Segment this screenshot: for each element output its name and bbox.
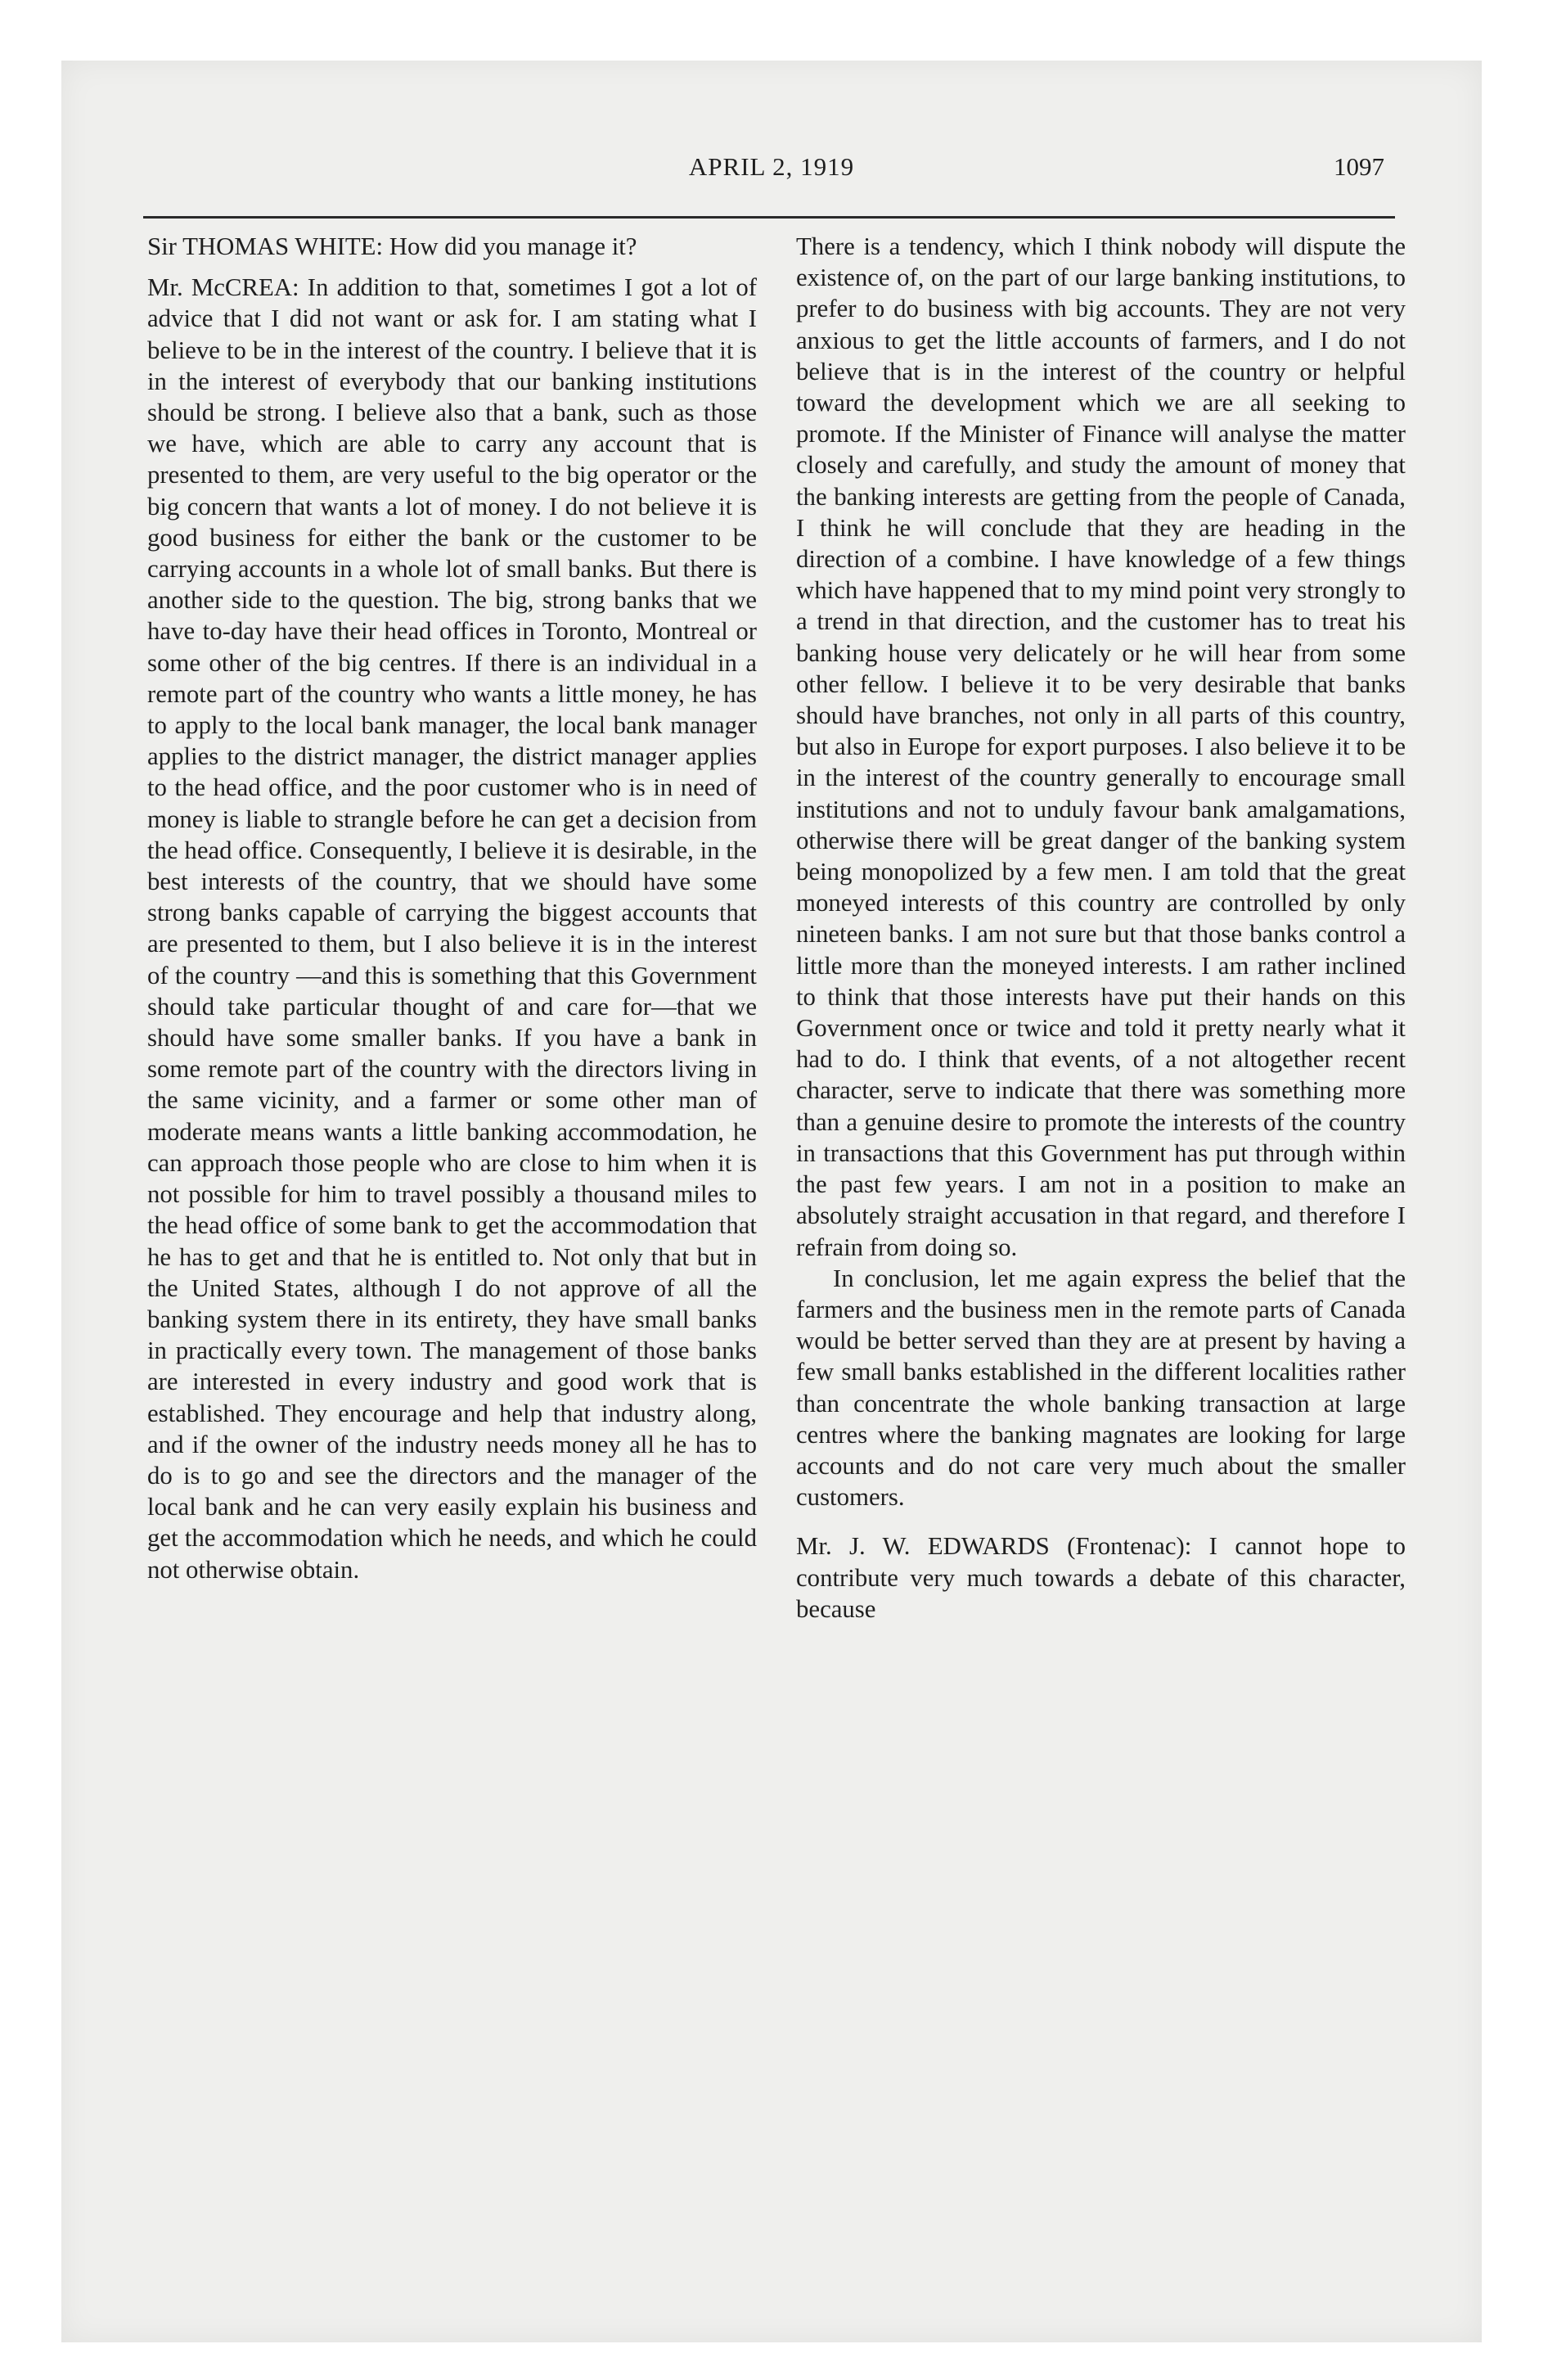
header-rule: [143, 216, 1395, 219]
paragraph-mccrea-speech: Mr. McCREA: In addition to that, sometimes I got a lot of advice that I did not want or ask for. I am stating what I believe to be in the interest of the country. I believe that it is in the interest of everybody that our banking institutions should be strong. I believe also that a bank, such as those we have, which are able to carry any account that is presented to them, are very useful to the big operator or the big concern that wants a lot of money. I do not believe it is good business for either the bank or the customer to be carrying accounts in a whole lot of small banks. But there is another side to the question. The big, strong banks that we have to-day have their head offices in Toronto, Montreal or some other of the big centres. If there is an individual in a remote part of the country who wants a little money, he has to apply to the local bank manager, the local bank manager applies to the district manager, the district manager applies to the head office, and the poor customer who is in need of money is liable to strangle before he can get a decision from the head office. Consequently, I believe it is desirable, in the best interests of the country, that we should have some strong banks capable of carrying the biggest accounts that are presented to them, but I also believe it is in the interest of the country —and this is something that this Government should take particular thought of and care for—that we should have some smaller banks. If you have a bank in some remote part of the country with the directors living in the same vicinity, and a farmer or some other man of moderate means wants a little banking accommodation, he can approach those people who are close to him when it is not possible for him to travel possibly a thousand miles to the head office of some bank to get the accommodation that he has to get and that he is entitled to. Not only that but in the United States, although I do not approve of all the banking system there in its entirety, they have small banks in practically every town. The management of those banks are interested in every industry and good work that is established. They encourage and help that industry along, and if the owner of the industry needs money all he has to do is to go and see the directors and the manager of the local bank and he can very easily explain his business and get the accommodation which he needs, and which he could not otherwise obtain.: [147, 273, 757, 1584]
running-header-date: APRIL 2, 1919: [688, 152, 855, 181]
page-number: 1097: [1334, 152, 1384, 181]
right-column: [796, 231, 1406, 1625]
paragraph-tendency: There is a tendency, which I think nobody will dispute the existence of, on the part of our large banking institutions, to prefer to do business with big accounts. They are not very anxious to get the little accounts of farmers, and I do not believe that is in the interest of the country or helpful toward the development which we are all seeking to promote. If the Minister of Finance will analyse the matter closely and carefully, and study the amount of money that the banking interests are getting from the people of Canada, I think he will conclude that they are heading in the direction of a combine. I have knowledge of a few things which have happened that to my mind point very strongly to a trend in that direction, and the customer has to treat his banking house very delicately or he will hear from some other fellow. I believe it to be very desirable that banks should have branches, not only in all parts of this country, but also in Europe for export purposes. I also believe it to be in the interest of the country generally to encourage small institutions and not to unduly favour bank amalgamations, otherwise there will be great danger of the banking system being monopolized by a few men. I am told that the great moneyed interests of this country are controlled by only nineteen banks. I am not sure but that those banks control a little more than the moneyed interests. I am rather inclined to think that those interests have put their hands on this Government once or twice and told it pretty nearly what it had to do. I think that events, of a not altogether recent character, serve to indicate that there was something more than a genuine desire to promote the interests of the country in transactions that this Government has put through within the past few years. I am not in a position to make an absolutely straight accusation in that regard, and therefore I refrain from doing so.: [796, 232, 1406, 1261]
scanned-page: [61, 61, 1482, 2342]
paragraph-edwards-speech: Mr. J. W. EDWARDS (Frontenac): I cannot hope to contribute very much towards a debate of this character, because: [796, 1532, 1406, 1623]
paragraph-white-question: Sir THOMAS WHITE: How did you manage it?: [147, 232, 637, 260]
paragraph-conclusion: In conclusion, let me again express the belief that the farmers and the business men in the remote parts of Canada would be better served than they are at present by having a few small banks established in the different localities rather than concentrate the whole banking transaction at large centres where the banking magnates are looking for large accounts and do not care very much about the smaller customers.: [796, 1264, 1406, 1512]
left-column: [147, 231, 757, 1585]
